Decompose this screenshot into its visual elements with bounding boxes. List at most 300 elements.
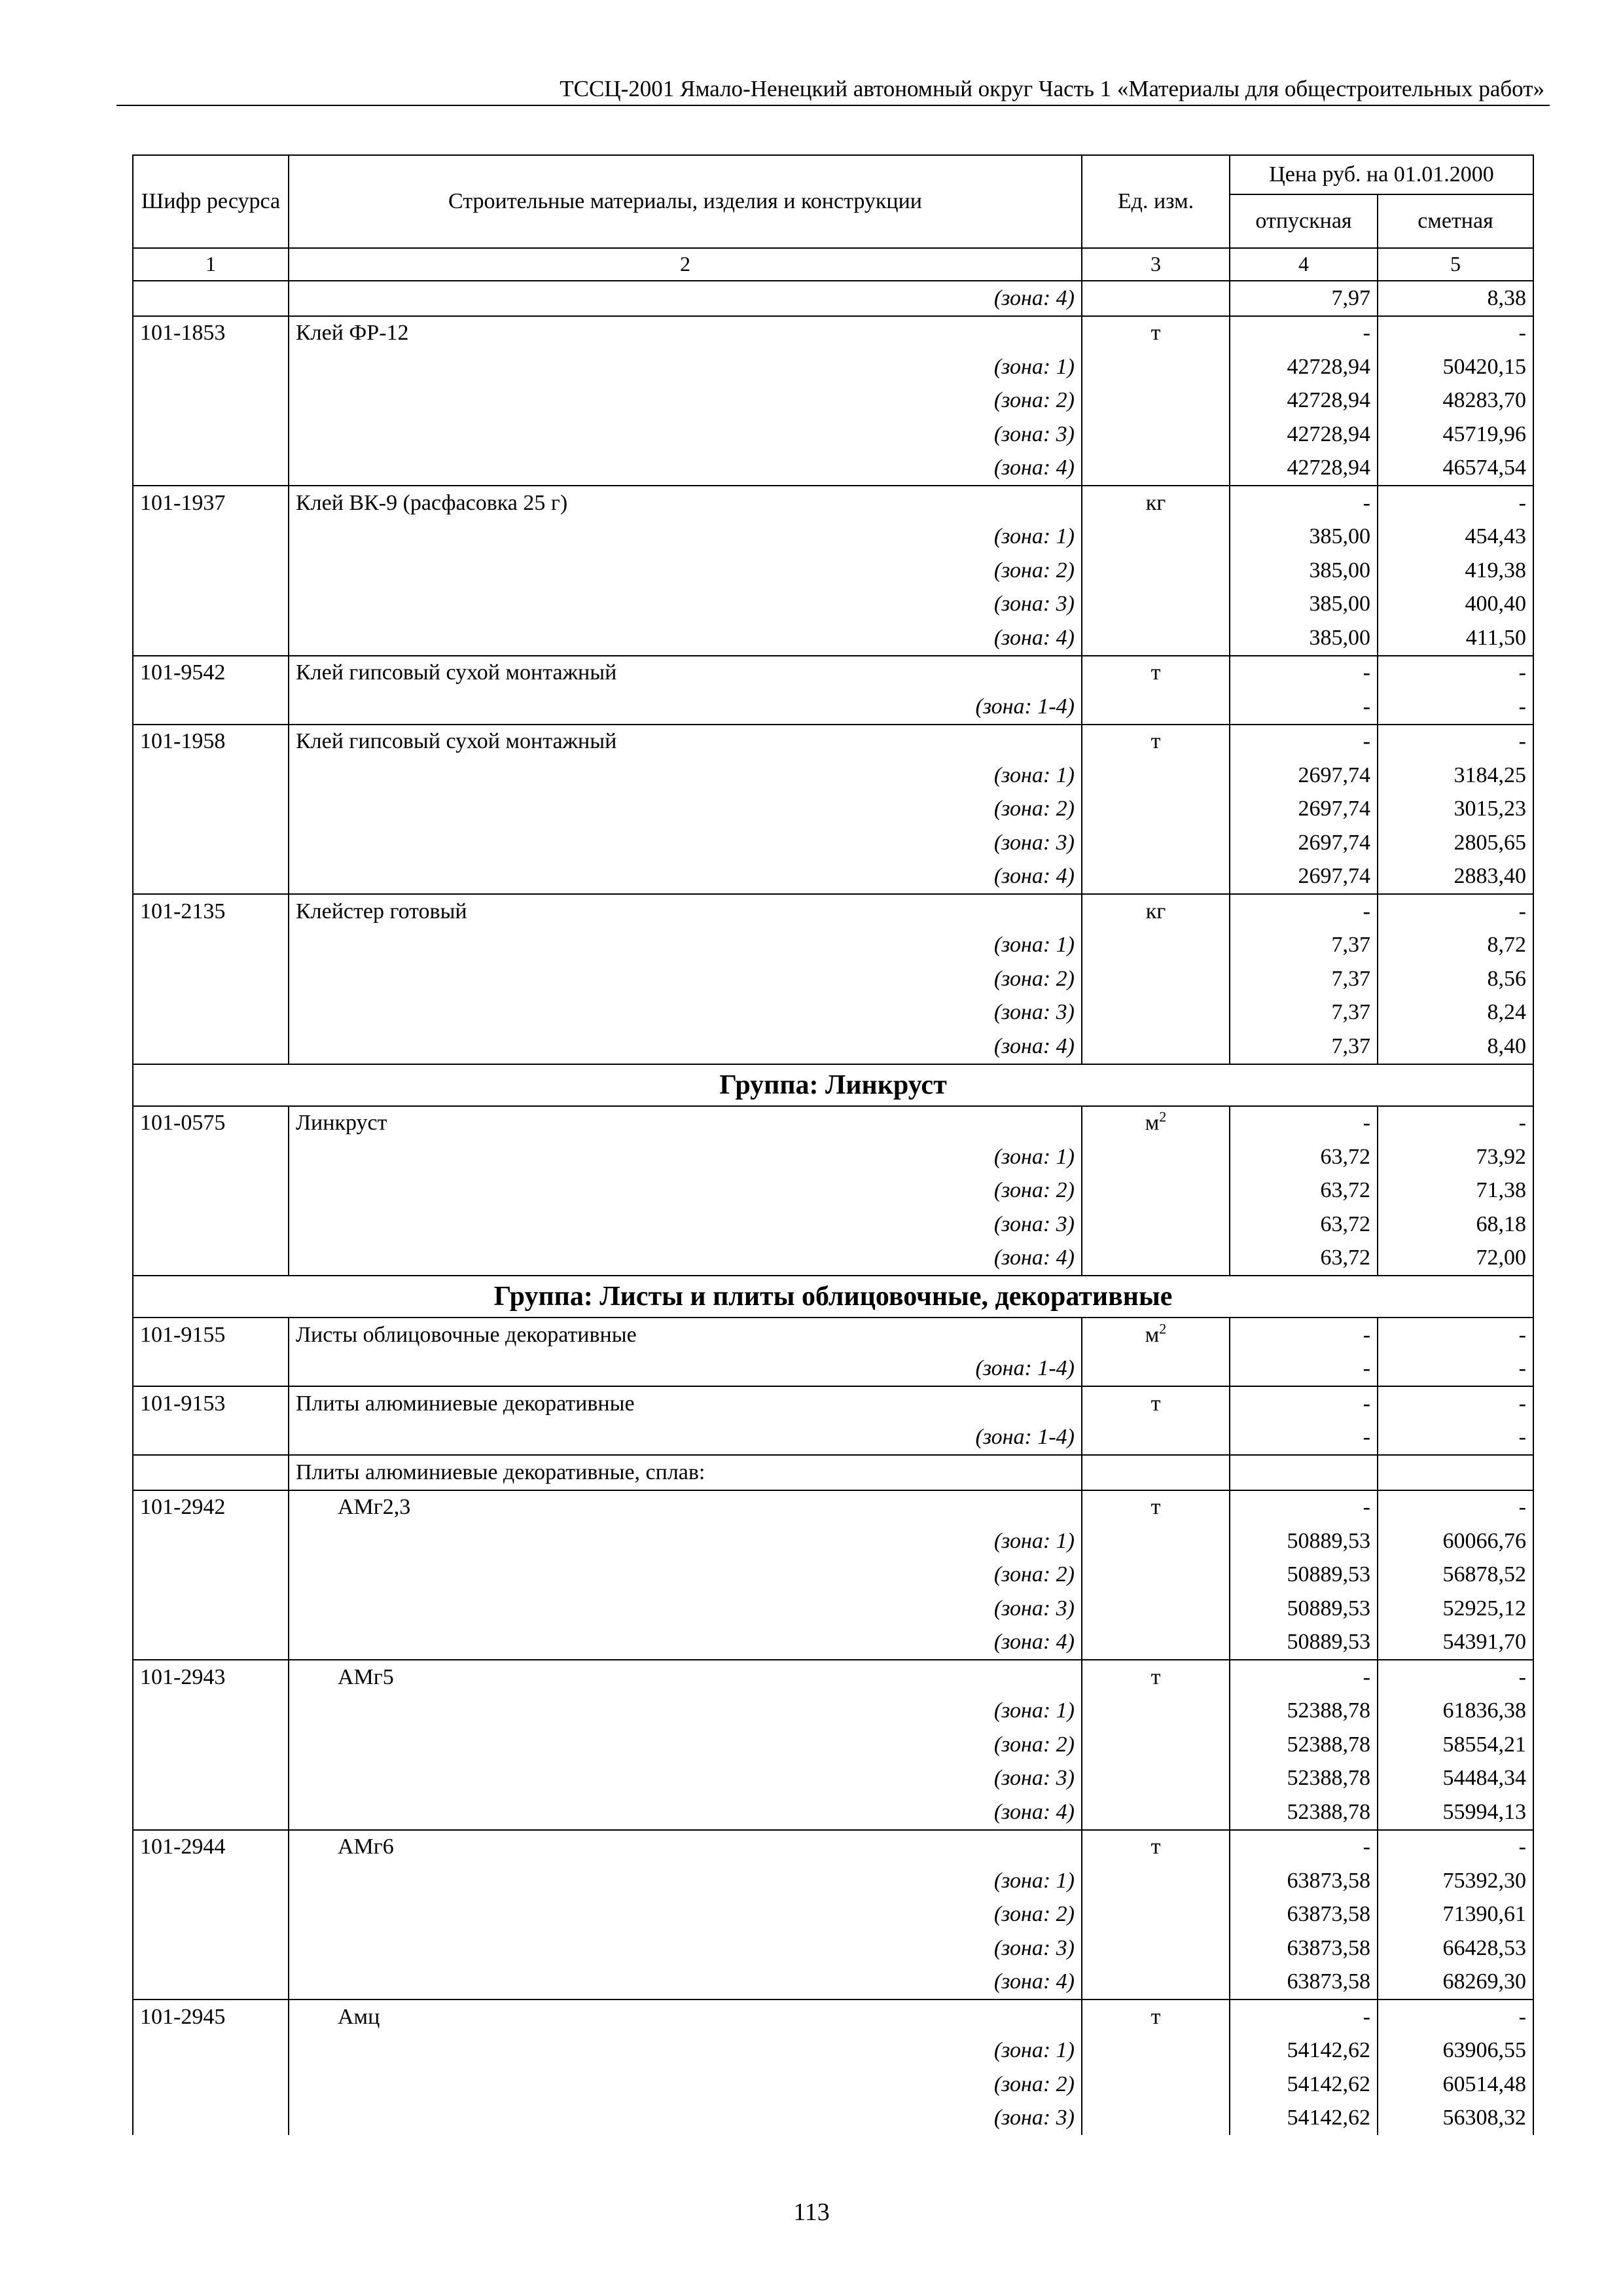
release-price: - [1230, 1386, 1378, 1421]
release-price: - [1230, 725, 1378, 759]
material-row [133, 656, 1533, 691]
zone-label: (зона: 4) [289, 452, 1082, 486]
zone-label: (зона: 4) [289, 1795, 1082, 1830]
release-price: - [1230, 690, 1378, 725]
unit-of-measure [1082, 725, 1230, 759]
resource-code-cell [133, 384, 289, 418]
zone-row [133, 1524, 1533, 1558]
unit-label: кг [1145, 899, 1166, 924]
release-price: - [1230, 894, 1378, 929]
release-price-cell [1230, 1455, 1378, 1490]
zone-label: (зона: 1) [289, 1524, 1082, 1558]
zone-row [133, 1795, 1533, 1830]
unit-cell [1082, 1898, 1230, 1932]
release-price: 54142,62 [1230, 2102, 1378, 2136]
zone-row [133, 1592, 1533, 1626]
unit-label: т [1150, 1495, 1161, 1520]
estimate-price: 48283,70 [1378, 384, 1533, 418]
unit-cell [1082, 1864, 1230, 1898]
zone-label: (зона: 2) [289, 554, 1082, 588]
resource-code: 101-2943 [133, 1660, 289, 1695]
estimate-price: 58554,21 [1378, 1728, 1533, 1762]
release-price: - [1230, 1830, 1378, 1865]
zone-row [133, 929, 1533, 963]
column-header-code-label: Шифр ресурса [141, 189, 281, 214]
estimate-price: 8,72 [1378, 929, 1533, 963]
zone-label: (зона: 1) [289, 1140, 1082, 1174]
unit-of-measure [1082, 1660, 1230, 1695]
unit-cell [1082, 1558, 1230, 1592]
zone-label: (зона: 1) [289, 929, 1082, 963]
estimate-price: 52925,12 [1378, 1592, 1533, 1626]
unit-cell [1082, 1140, 1230, 1174]
material-name: Клейстер готовый [289, 894, 1082, 929]
resource-code: 101-2945 [133, 2000, 289, 2034]
material-name: Плиты алюминиевые декоративные [289, 1386, 1082, 1421]
material-name: Клей гипсовый сухой монтажный [289, 656, 1082, 691]
zone-label: (зона: 3) [289, 588, 1082, 622]
material-name: Амц [289, 2000, 1082, 2034]
zone-label: (зона: 3) [289, 1208, 1082, 1242]
estimate-price: - [1378, 1421, 1533, 1456]
unit-cell [1082, 1728, 1230, 1762]
estimate-price: 72,00 [1378, 1242, 1533, 1276]
zone-row [133, 1695, 1533, 1729]
zone-row [133, 793, 1533, 827]
zone-row [133, 350, 1533, 384]
estimate-price: - [1378, 316, 1533, 351]
material-row [133, 2000, 1533, 2034]
resource-code-cell [133, 2068, 289, 2102]
estimate-price: 8,40 [1378, 1030, 1533, 1064]
unit-label: м [1145, 1111, 1160, 1136]
zone-label: (зона: 3) [289, 2102, 1082, 2136]
zone-label: (зона: 1) [289, 520, 1082, 554]
estimate-price: - [1378, 894, 1533, 929]
resource-code-cell [133, 1208, 289, 1242]
resource-code-cell [133, 962, 289, 996]
release-price: - [1230, 2000, 1378, 2034]
unit-cell [1082, 1762, 1230, 1796]
zone-label: (зона: 1) [289, 1864, 1082, 1898]
column-number: 2 [289, 248, 1082, 281]
unit-of-measure [1082, 1386, 1230, 1421]
column-header-name: Строительные материалы, изделия и конструкции [289, 155, 1082, 248]
subheading-name: Плиты алюминиевые декоративные, сплав: [289, 1455, 1082, 1490]
unit-cell [1082, 1795, 1230, 1830]
resource-code-cell [133, 690, 289, 725]
zone-row [133, 384, 1533, 418]
unit-cell [1082, 1352, 1230, 1387]
material-row [133, 486, 1533, 520]
resource-code: 101-9153 [133, 1386, 289, 1421]
unit-label: м [1145, 1322, 1160, 1347]
group-heading-row [133, 1276, 1533, 1318]
release-price: 7,97 [1230, 281, 1378, 316]
unit-cell [1082, 1626, 1230, 1660]
resource-code-cell [133, 1140, 289, 1174]
release-price: 385,00 [1230, 621, 1378, 656]
unit-cell [1082, 826, 1230, 860]
unit-label: т [1150, 1391, 1161, 1416]
release-price: 2697,74 [1230, 759, 1378, 793]
estimate-price: - [1378, 1830, 1533, 1865]
material-row [133, 1490, 1533, 1525]
release-price: 50889,53 [1230, 1524, 1378, 1558]
resource-code-cell [133, 1695, 289, 1729]
unit-label: т [1150, 660, 1161, 685]
release-price: - [1230, 316, 1378, 351]
resource-code-cell [133, 1455, 289, 1490]
material-row [133, 725, 1533, 759]
zone-label: (зона: 3) [289, 1592, 1082, 1626]
release-price: 63,72 [1230, 1174, 1378, 1208]
unit-cell [1082, 1208, 1230, 1242]
release-price: 63873,58 [1230, 1931, 1378, 1965]
unit-cell [1082, 384, 1230, 418]
zone-row [133, 520, 1533, 554]
unit-label: т [1150, 1835, 1161, 1859]
release-price: 50889,53 [1230, 1558, 1378, 1592]
material-row [133, 1830, 1533, 1865]
unit-cell [1082, 554, 1230, 588]
estimate-price: - [1378, 1106, 1533, 1141]
unit-cell [1082, 418, 1230, 452]
release-price: 42728,94 [1230, 384, 1378, 418]
release-price: - [1230, 1318, 1378, 1352]
release-price: 7,37 [1230, 1030, 1378, 1064]
zone-row [133, 962, 1533, 996]
release-price: 52388,78 [1230, 1695, 1378, 1729]
release-price: 52388,78 [1230, 1762, 1378, 1796]
estimate-price: 75392,30 [1378, 1864, 1533, 1898]
resource-code-cell [133, 860, 289, 895]
release-price: 7,37 [1230, 929, 1378, 963]
zone-row [133, 1421, 1533, 1456]
unit-of-measure [1082, 316, 1230, 351]
estimate-price: 3015,23 [1378, 793, 1533, 827]
release-price: 63,72 [1230, 1208, 1378, 1242]
estimate-price: 419,38 [1378, 554, 1533, 588]
estimate-price: 400,40 [1378, 588, 1533, 622]
zone-row [133, 1762, 1533, 1796]
release-price: 52388,78 [1230, 1728, 1378, 1762]
release-price: 2697,74 [1230, 860, 1378, 895]
estimate-price: 68269,30 [1378, 1965, 1533, 2000]
release-price: 63,72 [1230, 1242, 1378, 1276]
resource-code-cell [133, 1762, 289, 1796]
unit-cell [1082, 1965, 1230, 2000]
resource-code-cell [133, 1864, 289, 1898]
resource-code-cell [133, 2034, 289, 2068]
column-number: 1 [133, 248, 289, 281]
unit-cell [1082, 588, 1230, 622]
zone-label: (зона: 3) [289, 996, 1082, 1030]
zone-label: (зона: 3) [289, 1762, 1082, 1796]
release-price: 2697,74 [1230, 826, 1378, 860]
material-row [133, 1106, 1533, 1141]
material-name: АМг6 [289, 1830, 1082, 1865]
group-title: Группа: Листы и плиты облицовочные, декоративные [133, 1276, 1533, 1318]
zone-label: (зона: 3) [289, 1931, 1082, 1965]
unit-cell [1082, 621, 1230, 656]
column-number: 5 [1378, 248, 1533, 281]
zone-row [133, 452, 1533, 486]
column-header-code [133, 155, 289, 248]
resource-code: 101-1958 [133, 725, 289, 759]
unit-cell [1082, 452, 1230, 486]
release-price: - [1230, 656, 1378, 691]
unit-cell [1082, 1592, 1230, 1626]
estimate-price: - [1378, 1490, 1533, 1525]
zone-label: (зона: 4) [289, 281, 1082, 316]
resource-code: 101-1853 [133, 316, 289, 351]
release-price: 7,37 [1230, 962, 1378, 996]
release-price: 42728,94 [1230, 452, 1378, 486]
resource-code-cell [133, 1352, 289, 1387]
estimate-price: - [1378, 690, 1533, 725]
unit-cell [1082, 996, 1230, 1030]
resource-code-cell [133, 1626, 289, 1660]
resource-code-cell [133, 1795, 289, 1830]
unit-cell [1082, 1242, 1230, 1276]
resource-code-cell [133, 588, 289, 622]
zone-label: (зона: 4) [289, 860, 1082, 895]
resource-code: 101-2944 [133, 1830, 289, 1865]
release-price: - [1230, 1352, 1378, 1387]
estimate-price: 411,50 [1378, 621, 1533, 656]
estimate-price: - [1378, 1386, 1533, 1421]
resource-code-cell [133, 759, 289, 793]
release-price: 63,72 [1230, 1140, 1378, 1174]
release-price: - [1230, 1421, 1378, 1456]
release-price: 7,37 [1230, 996, 1378, 1030]
material-name: АМг2,3 [289, 1490, 1082, 1525]
release-price: 63873,58 [1230, 1898, 1378, 1932]
unit-of-measure [1082, 894, 1230, 929]
unit-of-measure [1082, 2000, 1230, 2034]
resource-code-cell [133, 996, 289, 1030]
estimate-price: 50420,15 [1378, 350, 1533, 384]
estimate-price: 56308,32 [1378, 2102, 1533, 2136]
resource-code-cell [133, 1174, 289, 1208]
unit-cell [1082, 759, 1230, 793]
unit-cell [1082, 2034, 1230, 2068]
zone-row [133, 1965, 1533, 2000]
zone-row [133, 2034, 1533, 2068]
zone-label: (зона: 2) [289, 962, 1082, 996]
resource-code-cell [133, 621, 289, 656]
estimate-price: 8,38 [1378, 281, 1533, 316]
zone-row [133, 1728, 1533, 1762]
unit-of-measure [1082, 1830, 1230, 1865]
running-header [116, 72, 1550, 106]
unit-cell [1082, 281, 1230, 316]
zone-label: (зона: 1-4) [289, 1352, 1082, 1387]
resource-code-cell [133, 520, 289, 554]
unit-cell [1082, 929, 1230, 963]
table-body [133, 281, 1533, 2135]
material-row [133, 1660, 1533, 1695]
zone-label: (зона: 2) [289, 2068, 1082, 2102]
zone-label: (зона: 2) [289, 1728, 1082, 1762]
resource-code: 101-1937 [133, 486, 289, 520]
zone-label: (зона: 4) [289, 1626, 1082, 1660]
estimate-price: 56878,52 [1378, 1558, 1533, 1592]
column-header-price: Цена руб. на 01.01.2000 [1230, 155, 1533, 194]
release-price: 42728,94 [1230, 418, 1378, 452]
resource-code-cell [133, 554, 289, 588]
estimate-price: - [1378, 656, 1533, 691]
resource-code-cell [133, 793, 289, 827]
release-price: 50889,53 [1230, 1626, 1378, 1660]
resource-code: 101-9542 [133, 656, 289, 691]
column-number: 3 [1082, 248, 1230, 281]
estimate-price: - [1378, 2000, 1533, 2034]
estimate-price: 71390,61 [1378, 1898, 1533, 1932]
release-price: 52388,78 [1230, 1795, 1378, 1830]
resource-code: 101-2942 [133, 1490, 289, 1525]
release-price: 63873,58 [1230, 1965, 1378, 2000]
estimate-price: 8,24 [1378, 996, 1533, 1030]
estimate-price: - [1378, 1318, 1533, 1352]
release-price: 54142,62 [1230, 2068, 1378, 2102]
zone-label: (зона: 1) [289, 350, 1082, 384]
zone-label: (зона: 3) [289, 418, 1082, 452]
release-price: 385,00 [1230, 554, 1378, 588]
release-price: 54142,62 [1230, 2034, 1378, 2068]
zone-row [133, 1140, 1533, 1174]
resource-code-cell [133, 1965, 289, 2000]
release-price: - [1230, 1490, 1378, 1525]
zone-label: (зона: 1) [289, 2034, 1082, 2068]
resource-code-cell [133, 281, 289, 316]
unit-cell [1082, 1524, 1230, 1558]
unit-cell [1082, 350, 1230, 384]
release-price: 42728,94 [1230, 350, 1378, 384]
estimate-price: 46574,54 [1378, 452, 1533, 486]
page-number: 113 [793, 2198, 830, 2226]
zone-row [133, 690, 1533, 725]
material-name: Клей ФР-12 [289, 316, 1082, 351]
unit-cell [1082, 520, 1230, 554]
unit-cell [1082, 860, 1230, 895]
material-name: Линкруст [289, 1106, 1082, 1141]
zone-row [133, 1030, 1533, 1064]
document-title: ТССЦ-2001 Ямало-Ненецкий автономный округ Часть 1 «Материалы для общестроительных работ» [560, 76, 1544, 101]
estimate-price: 3184,25 [1378, 759, 1533, 793]
resource-code: 101-0575 [133, 1106, 289, 1141]
price-table [132, 154, 1534, 2135]
estimate-price: 68,18 [1378, 1208, 1533, 1242]
unit-cell [1082, 1695, 1230, 1729]
unit-of-measure [1082, 1318, 1230, 1352]
subheading-row [133, 1455, 1533, 1490]
resource-code-cell [133, 1421, 289, 1456]
zone-row [133, 1898, 1533, 1932]
zone-row [133, 2102, 1533, 2136]
material-row [133, 316, 1533, 351]
release-price: - [1230, 1106, 1378, 1141]
resource-code: 101-2135 [133, 894, 289, 929]
resource-code-cell [133, 1728, 289, 1762]
estimate-price: - [1378, 1660, 1533, 1695]
zone-row [133, 1931, 1533, 1965]
zone-label: (зона: 4) [289, 1242, 1082, 1276]
zone-row [133, 588, 1533, 622]
material-row [133, 894, 1533, 929]
unit-label: т [1150, 2004, 1161, 2029]
zone-label: (зона: 2) [289, 384, 1082, 418]
estimate-price: 55994,13 [1378, 1795, 1533, 1830]
zone-label: (зона: 4) [289, 1965, 1082, 2000]
material-name: Клей ВК-9 (расфасовка 25 г) [289, 486, 1082, 520]
resource-code: 101-9155 [133, 1318, 289, 1352]
unit-of-measure [1082, 1490, 1230, 1525]
unit-exponent: 2 [1159, 1108, 1167, 1125]
unit-label: кг [1145, 490, 1166, 515]
resource-code-cell [133, 1242, 289, 1276]
column-number: 4 [1230, 248, 1378, 281]
zone-label: (зона: 4) [289, 621, 1082, 656]
estimate-price: - [1378, 486, 1533, 520]
resource-code-cell [133, 929, 289, 963]
zone-label: (зона: 2) [289, 1174, 1082, 1208]
unit-cell [1082, 1030, 1230, 1064]
unit-cell [1082, 2068, 1230, 2102]
column-header-estimate: сметная [1378, 194, 1533, 248]
unit-cell [1082, 1455, 1230, 1490]
material-name: Клей гипсовый сухой монтажный [289, 725, 1082, 759]
zone-row [133, 1242, 1533, 1276]
estimate-price: 2883,40 [1378, 860, 1533, 895]
zone-row [133, 759, 1533, 793]
zone-label: (зона: 2) [289, 1558, 1082, 1592]
unit-label: т [1150, 321, 1161, 346]
zone-row [133, 860, 1533, 895]
release-price: 50889,53 [1230, 1592, 1378, 1626]
unit-cell [1082, 1174, 1230, 1208]
zone-label: (зона: 2) [289, 793, 1082, 827]
unit-cell [1082, 793, 1230, 827]
resource-code-cell [133, 1931, 289, 1965]
resource-code-cell [133, 452, 289, 486]
resource-code-cell [133, 418, 289, 452]
zone-row [133, 1352, 1533, 1387]
column-header-unit-label: Ед. изм. [1117, 189, 1194, 214]
unit-of-measure [1082, 486, 1230, 520]
zone-label: (зона: 2) [289, 1898, 1082, 1932]
resource-code-cell [133, 1898, 289, 1932]
unit-cell [1082, 690, 1230, 725]
unit-cell [1082, 1931, 1230, 1965]
zone-row [133, 1208, 1533, 1242]
resource-code-cell [133, 350, 289, 384]
estimate-price: 54391,70 [1378, 1626, 1533, 1660]
table-header [133, 155, 1533, 281]
material-row [133, 1386, 1533, 1421]
zone-row [133, 826, 1533, 860]
estimate-price: 60514,48 [1378, 2068, 1533, 2102]
estimate-price: 73,92 [1378, 1140, 1533, 1174]
release-price: - [1230, 486, 1378, 520]
release-price: 385,00 [1230, 520, 1378, 554]
unit-label: т [1150, 729, 1161, 754]
estimate-price: 8,56 [1378, 962, 1533, 996]
resource-code-cell [133, 826, 289, 860]
estimate-price: 63906,55 [1378, 2034, 1533, 2068]
estimate-price: 66428,53 [1378, 1931, 1533, 1965]
